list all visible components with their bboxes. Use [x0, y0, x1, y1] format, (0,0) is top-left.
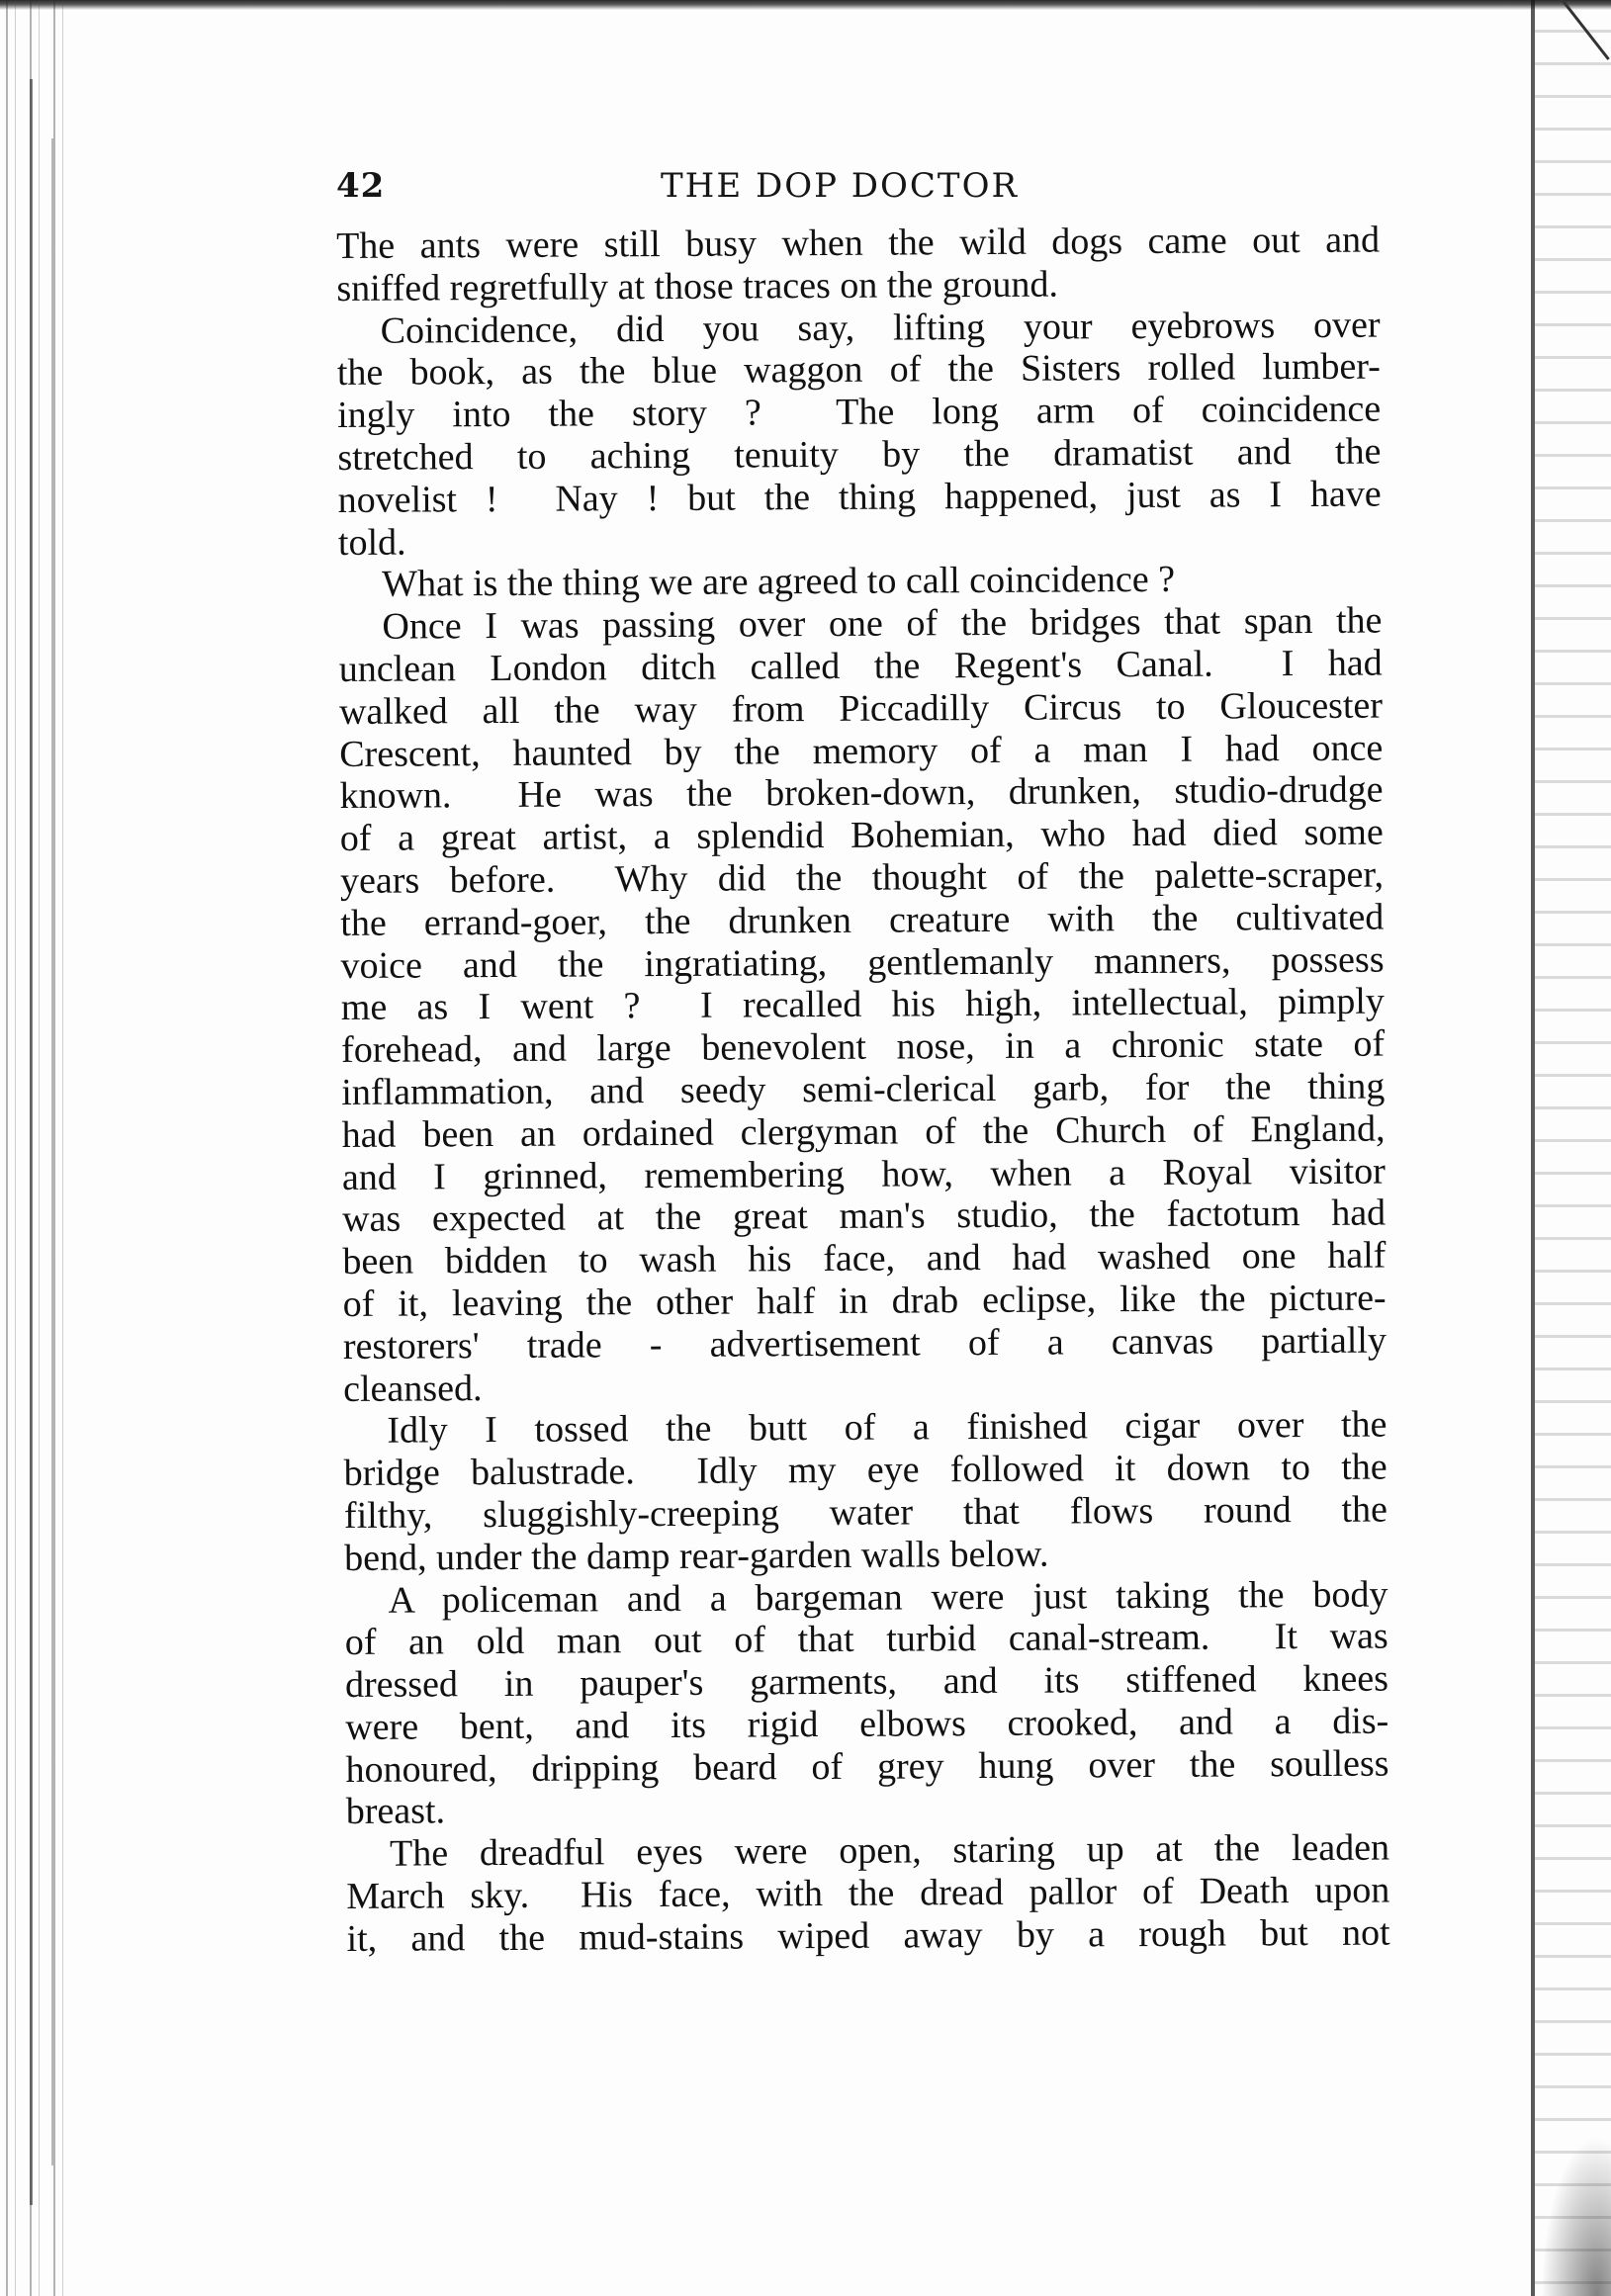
paragraph [338, 558, 1382, 606]
text-line: The ants were still busy when the wild dogs came out and [336, 219, 1381, 267]
text-line: forehead, and large benevolent nose, in a chronic state of [340, 1022, 1386, 1072]
text-line: known. He was the broken-down, drunken, studio-drudge [339, 768, 1384, 818]
text-line: been bidden to wash his face, and had washed one half [342, 1234, 1387, 1283]
text-line: walked all the way from Piccadilly Circus to Gloucester [338, 684, 1384, 733]
paragraph [346, 1827, 1390, 1961]
text-line: years before. Why did the thought of the palette-scraper, [339, 853, 1385, 902]
text-line: had been an ordained clergyman of the Church of England, [341, 1107, 1386, 1156]
text-line: the errand-goer, the drunken creature with the cultivated [340, 896, 1385, 944]
binding-gutter [0, 0, 69, 2296]
text-line: bridge balustrade. Idly my eye followed it down to the [343, 1446, 1387, 1495]
text-line: March sky. His face, with the dread pallor of Death upon [346, 1869, 1390, 1918]
text-line: sniffed regretfully at those traces on the ground. [336, 263, 1059, 309]
text-line: cleansed. [343, 1367, 483, 1410]
text-line: bend, under the damp rear-garden walls below. [344, 1533, 1049, 1579]
text-line: novelist ! Nay ! but the thing happened, just as I have [337, 473, 1382, 521]
page-right-edge-shade [1535, 0, 1611, 2296]
text-line: A policeman and a bargeman were just taking the body [388, 1573, 1388, 1622]
paragraph [338, 600, 1387, 1411]
text-line: Crescent, haunted by the memory of a man I had once [339, 727, 1384, 775]
binding-gutter-line [30, 79, 33, 2205]
running-head [336, 166, 1404, 214]
text-line: dressed in pauper's garments, and its stiffened knees [344, 1657, 1389, 1707]
text-line: and I grinned, remembering how, when a Royal visitor [341, 1150, 1386, 1198]
text-line: ingly into the story ? The long arm of coincidence [337, 388, 1382, 437]
paragraph [336, 220, 1381, 310]
text-line: of an old man out of that turbid canal-stream. It was [344, 1615, 1388, 1664]
text-line: What is the thing we are agreed to call coincidence ? [382, 559, 1176, 606]
text-line: told. [337, 521, 406, 564]
text-line: honoured, dripping beard of grey hung over the soulless [345, 1742, 1389, 1791]
text-line: it, and the mud-stains wiped away by a rough but not [346, 1911, 1390, 1960]
text-line: Idly I tossed the butt of a finished cigar over the [387, 1403, 1387, 1453]
text-line: me as I went ? I recalled his high, intellectual, pimply [340, 980, 1385, 1029]
text-line: inflammation, and seedy semi-clerical garb, for the thing [341, 1065, 1386, 1113]
paragraph [343, 1404, 1387, 1580]
text-line: the book, as the blue waggon of the Sisters rolled lumber- [336, 345, 1382, 395]
running-title: THE DOP DOCTOR [661, 166, 1020, 206]
text-line: were bent, and its rigid elbows crooked, and a dis- [345, 1700, 1389, 1748]
paragraph [344, 1573, 1389, 1833]
page-corner-shadow [1541, 2136, 1611, 2296]
text-line: breast. [345, 1790, 446, 1833]
text-line: unclean London ditch called the Regent's Canal. I had [338, 642, 1383, 690]
text-line: stretched to aching tenuity by the dramatist and the [337, 430, 1382, 479]
text-line: filthy, sluggishly-creeping water that flows round the [343, 1488, 1388, 1537]
body-text [336, 220, 1390, 1961]
page-number: 42 [336, 166, 386, 206]
text-line: The dreadful eyes were open, staring up at the leaden [389, 1826, 1390, 1875]
scan-top-edge [0, 0, 1611, 10]
text-line: of it, leaving the other half in drab eclipse, like the picture- [342, 1277, 1387, 1325]
paragraph [337, 304, 1383, 564]
text-line: Coincidence, did you say, lifting your eyebrows over [380, 304, 1381, 352]
text-line: of a great artist, a splendid Bohemian, who had died some [339, 811, 1384, 860]
binding-gutter-line [51, 138, 53, 2165]
text-line: restorers' trade - advertisement of a canvas partially [342, 1319, 1387, 1368]
text-line: voice and the ingratiating, gentlemanly manners, possess [340, 938, 1385, 987]
text-line: was expected at the great man's studio, the factotum had [342, 1192, 1387, 1241]
text-line: Once I was passing over one of the bridges that span the [382, 599, 1383, 648]
